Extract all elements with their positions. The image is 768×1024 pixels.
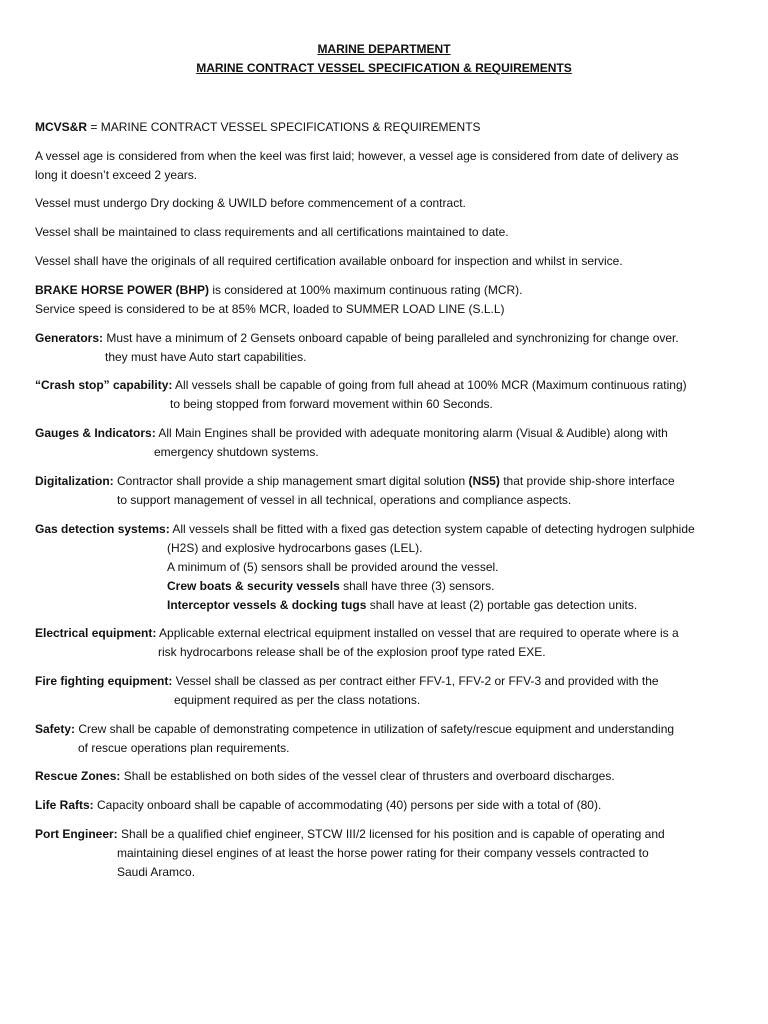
bhp-label: BRAKE HORSE POWER (BHP)	[35, 283, 210, 297]
gas-detection-line-5: shall have at least (2) portable gas detection units.	[366, 598, 638, 612]
crash-stop-label: “Crash stop” capability:	[35, 378, 173, 392]
digitalization-line-1a: Contractor shall provide a ship management smart digital solution	[113, 474, 469, 488]
rescue-zones-paragraph	[35, 767, 735, 786]
safety-paragraph	[35, 720, 735, 758]
port-engineer-line-1: Shall be a qualified chief engineer, STCW III/2 licensed for his position and is capable of operating and	[117, 827, 665, 841]
life-rafts-paragraph	[35, 796, 735, 815]
gas-detection-line-4: shall have three (3) sensors.	[339, 579, 495, 593]
definition-term: MCVS&R	[35, 120, 88, 134]
interceptor-vessels-label: Interceptor vessels & docking tugs	[167, 598, 367, 612]
safety-label: Safety:	[35, 722, 76, 736]
vessel-age-paragraph	[35, 147, 735, 185]
port-engineer-paragraph	[35, 825, 735, 882]
vessel-age-line-1: A vessel age is considered from when the keel was first laid; however, a vessel age is considered from date of delivery as	[35, 149, 679, 163]
gauges-paragraph	[35, 424, 735, 462]
crew-boats-label: Crew boats & security vessels	[167, 579, 340, 593]
port-engineer-line-3: Saudi Aramco.	[117, 865, 196, 879]
safety-line-1: Crew shall be capable of demonstrating competence in utilization of safety/rescue equipment and understanding	[75, 722, 675, 736]
digitalization-paragraph	[35, 472, 735, 510]
port-engineer-label: Port Engineer:	[35, 827, 118, 841]
gas-detection-label: Gas detection systems:	[35, 522, 170, 536]
generators-paragraph	[35, 329, 735, 367]
port-engineer-line-2: maintaining diesel engines of at least the horse power rating for their company vessels contracted to	[117, 846, 649, 860]
document-title: MARINE CONTRACT VESSEL SPECIFICATION & REQUIREMENTS	[196, 61, 572, 75]
digitalization-line-1b: that provide ship-shore interface	[499, 474, 675, 488]
fire-fighting-line-1: Vessel shall be classed as per contract either FFV-1, FFV-2 or FFV-3 and provided with the	[172, 674, 659, 688]
definition-paragraph	[35, 118, 735, 137]
generators-label: Generators:	[35, 331, 104, 345]
definition-text: = MARINE CONTRACT VESSEL SPECIFICATIONS & REQUIREMENTS	[87, 120, 481, 134]
fire-fighting-paragraph	[35, 672, 735, 710]
generators-line-2: they must have Auto start capabilities.	[105, 350, 307, 364]
gauges-line-2: emergency shutdown systems.	[154, 445, 319, 459]
crash-stop-line-2: to being stopped from forward movement within 60 Seconds.	[170, 397, 493, 411]
electrical-line-1: Applicable external electrical equipment installed on vessel that are required to operate where is a	[156, 626, 679, 640]
gas-detection-paragraph	[35, 520, 735, 615]
fire-fighting-label: Fire fighting equipment:	[35, 674, 173, 688]
rescue-zones-line-1: Shall be established on both sides of the vessel clear of thrusters and overboard discharges.	[120, 769, 615, 783]
rescue-zones-label: Rescue Zones:	[35, 769, 121, 783]
ns5-label: (NS5)	[468, 474, 500, 488]
digitalization-label: Digitalization:	[35, 474, 114, 488]
electrical-label: Electrical equipment:	[35, 626, 157, 640]
gas-detection-line-3: A minimum of (5) sensors shall be provided around the vessel.	[167, 560, 499, 574]
gauges-label: Gauges & Indicators:	[35, 426, 156, 440]
digitalization-line-2: to support management of vessel in all technical, operations and compliance aspects.	[117, 493, 572, 507]
dry-docking-paragraph: Vessel must undergo Dry docking & UWILD before commencement of a contract.	[35, 196, 466, 210]
generators-line-1: Must have a minimum of 2 Gensets onboard capable of being paralleled and synchronizing for change over.	[103, 331, 679, 345]
department-heading: MARINE DEPARTMENT	[317, 42, 451, 56]
vessel-age-line-2: long it doesn’t exceed 2 years.	[35, 168, 198, 182]
originals-paragraph: Vessel shall have the originals of all required certification available onboard for inspection and whilst in service.	[35, 254, 623, 268]
safety-line-2: of rescue operations plan requirements.	[78, 741, 290, 755]
class-requirements-paragraph: Vessel shall be maintained to class requirements and all certifications maintained to date.	[35, 225, 509, 239]
gauges-line-1: All Main Engines shall be provided with adequate monitoring alarm (Visual & Audible) along with	[155, 426, 668, 440]
fire-fighting-line-2: equipment required as per the class notations.	[174, 693, 421, 707]
bhp-line-2: Service speed is considered to be at 85% MCR, loaded to SUMMER LOAD LINE (S.L.L)	[35, 302, 505, 316]
bhp-line-1: is considered at 100% maximum continuous rating (MCR).	[209, 283, 523, 297]
electrical-line-2: risk hydrocarbons release shall be of the explosion proof type rated EXE.	[158, 645, 546, 659]
life-rafts-label: Life Rafts:	[35, 798, 94, 812]
bhp-paragraph	[35, 281, 735, 319]
crash-stop-line-1: All vessels shall be capable of going from full ahead at 100% MCR (Maximum continuous rating)	[172, 378, 687, 392]
life-rafts-line-1: Capacity onboard shall be capable of accommodating (40) persons per side with a total of (80).	[93, 798, 602, 812]
crash-stop-paragraph	[35, 376, 735, 414]
gas-detection-line-2: (H2S) and explosive hydrocarbons gases (LEL).	[167, 541, 423, 555]
electrical-paragraph	[35, 624, 735, 662]
gas-detection-line-1: All vessels shall be fitted with a fixed gas detection system capable of detecting hydrogen sulphide	[169, 522, 695, 536]
